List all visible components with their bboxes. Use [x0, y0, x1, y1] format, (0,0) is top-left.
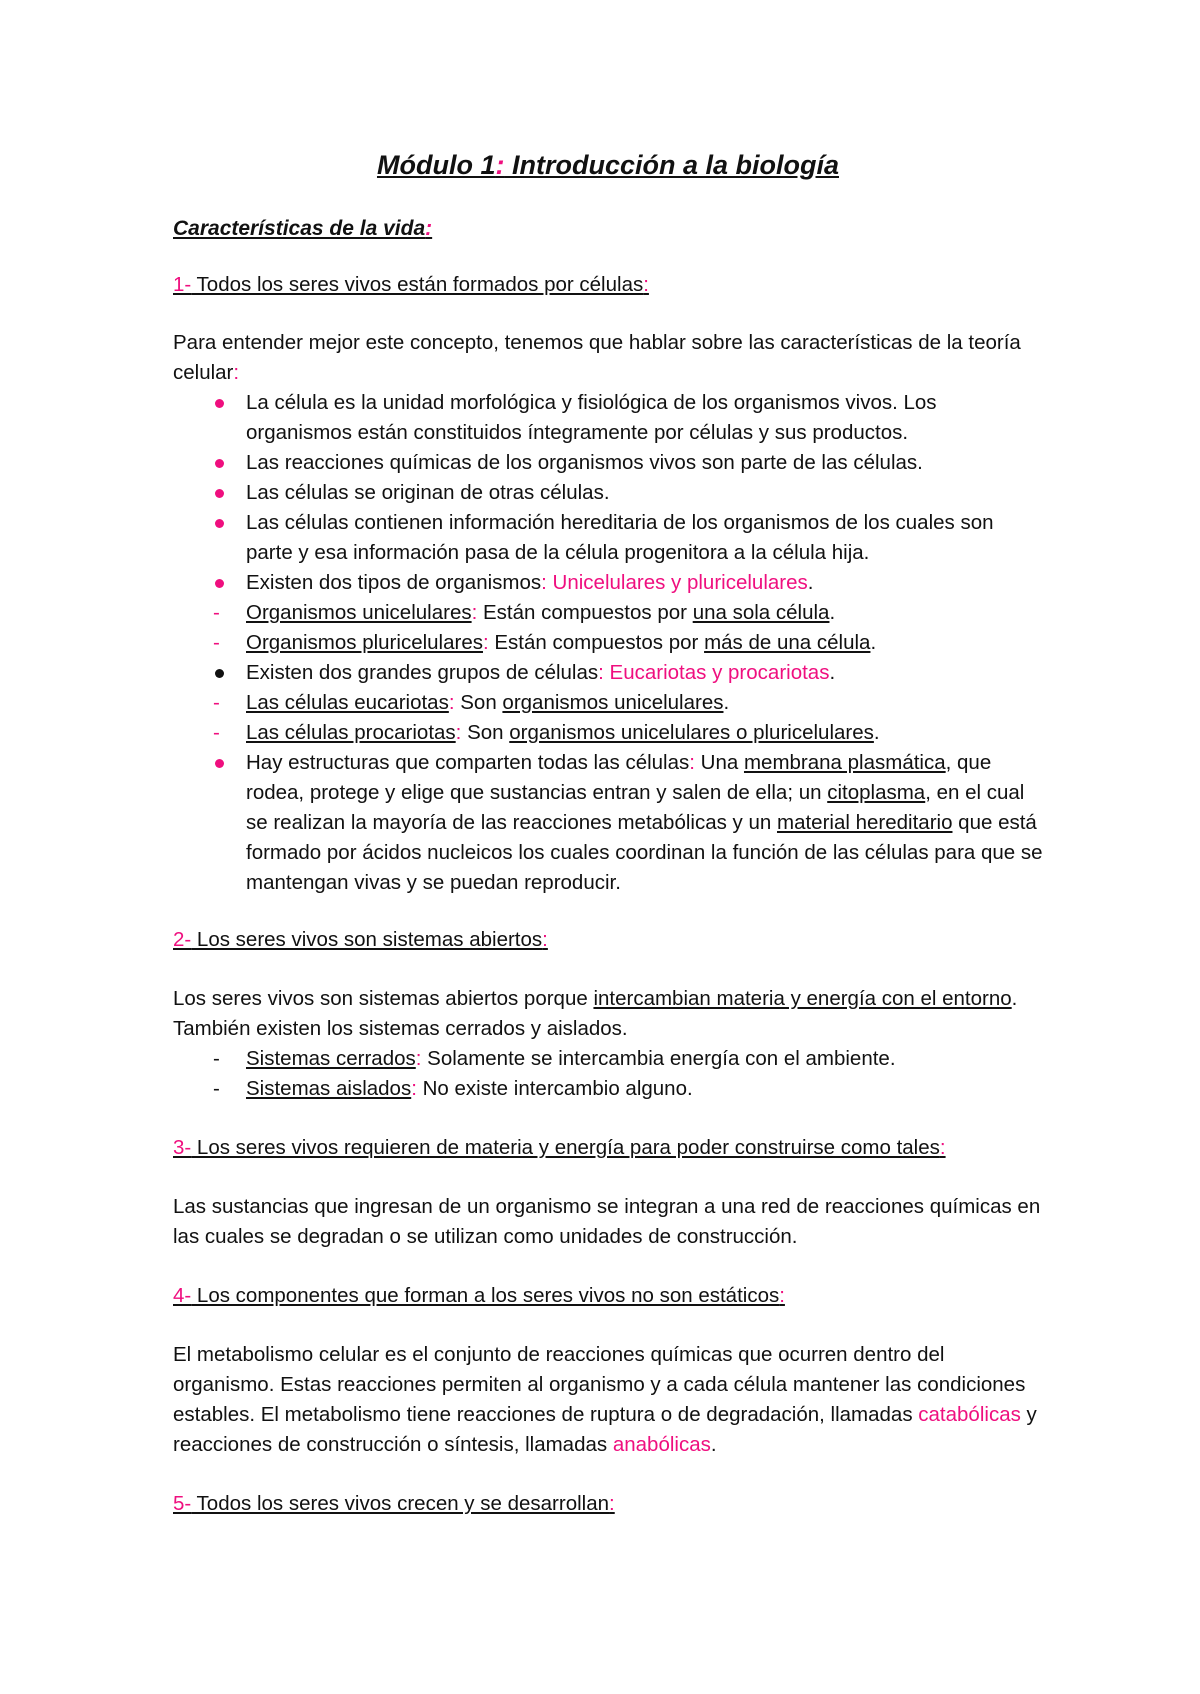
underlined-text: material hereditario — [777, 811, 953, 834]
list-item — [173, 688, 1043, 718]
period: . — [873, 721, 880, 744]
bullet-icon — [215, 579, 224, 588]
dash-icon: - — [213, 601, 220, 624]
list-item-text: Una — [694, 751, 744, 774]
list-item-text: La célula es la unidad morfológica y fisiológica de los organismos vivos. Los organismos están constituidos íntegramente por células y sus productos. — [246, 391, 937, 444]
section-3-colon: : — [939, 1136, 946, 1159]
title-colon: : — [495, 150, 505, 180]
term: Sistemas cerrados — [246, 1047, 416, 1070]
underlined-text: organismos unicelulares o pluricelulares — [509, 721, 874, 744]
paragraph-text: Los seres vivos son sistemas abiertos porque — [173, 987, 594, 1010]
list-item — [173, 1074, 1043, 1104]
section-1-intro-text: Para entender mejor este concepto, tenemos que hablar sobre las características de la teoría celular — [173, 331, 1021, 384]
section-3-paragraph: Las sustancias que ingresan de un organismo se integran a una red de reacciones químicas en las cuales se degradan o se utilizan como unidades de construcción. — [173, 1195, 1041, 1248]
section-5-title: Todos los seres vivos crecen y se desarrollan — [191, 1492, 610, 1515]
dash-icon: - — [213, 721, 220, 744]
list-item-text: Las células contienen información hereditaria de los organismos de los cuales son parte y esa información pasa de la célula progenitora a la célula hija. — [246, 511, 994, 564]
colon: : — [598, 661, 604, 684]
list-item-text: Existen dos grandes grupos de células — [246, 661, 599, 684]
list-item-text: , en el cual se realizan la mayoría de las reacciones metabólicas y un — [246, 781, 1025, 834]
section-1-heading — [173, 270, 1043, 300]
period: . — [710, 1433, 717, 1456]
colon: : — [471, 601, 478, 624]
term: Organismos unicelulares — [246, 601, 472, 624]
list-item — [173, 508, 1043, 568]
bullet-icon — [215, 399, 224, 408]
subheading — [173, 214, 1043, 244]
section-2-colon: : — [542, 928, 548, 951]
dash-icon: - — [213, 1047, 220, 1070]
list-item-text: Las reacciones químicas de los organismos vivos son parte de las células. — [246, 451, 923, 474]
section-4-number: 4- — [173, 1284, 192, 1307]
colon: : — [415, 1047, 422, 1070]
section-4-title: Los componentes que forman a los seres vivos no son estáticos — [191, 1284, 780, 1307]
underlined-text: intercambian materia y energía con el entorno — [593, 987, 1012, 1010]
page-title — [173, 150, 1043, 180]
highlight-text: Eucariotas y procariotas — [603, 661, 830, 684]
period: . — [829, 661, 836, 684]
list-item — [173, 1044, 1043, 1074]
list-item — [173, 718, 1043, 748]
bullet-icon — [215, 459, 224, 468]
list-item-text: Existen dos tipos de organismos — [246, 571, 542, 594]
period: . — [807, 571, 814, 594]
list-item-text: Están compuestos por — [477, 601, 693, 624]
list-item-text: Solamente se intercambia energía con el ambiente. — [421, 1047, 896, 1070]
list-item-text: , que rodea, protege y elige que sustancias entran y salen de ella; un — [246, 751, 992, 804]
list-item — [173, 658, 1043, 688]
dash-icon: - — [213, 631, 220, 654]
period: . — [829, 601, 836, 624]
colon: : — [455, 721, 462, 744]
underlined-text: membrana plasmática — [743, 751, 946, 774]
dash-icon: - — [213, 691, 220, 714]
section-1-number: 1- — [173, 273, 192, 296]
list-item-text: Son — [461, 721, 510, 744]
title-module: Módulo 1 — [376, 150, 496, 180]
dash-icon: - — [213, 1077, 220, 1100]
section-1-colon: : — [643, 273, 649, 296]
list-item — [173, 388, 1043, 448]
bullet-icon — [215, 489, 224, 498]
period: . — [870, 631, 877, 654]
section-2-heading — [173, 925, 1043, 955]
list-item-text: Son — [454, 691, 503, 714]
bullet-icon — [215, 669, 224, 678]
underlined-text: citoplasma — [827, 781, 926, 804]
section-2-title: Los seres vivos son sistemas abiertos — [191, 928, 543, 951]
paragraph-text: El metabolismo celular es el conjunto de reacciones químicas que ocurren dentro del organismo. Estas reacciones permiten al organismo y a cada célula mantener las condiciones estables. El metabolismo tiene reacciones de ruptura o de degradación, llamadas — [173, 1343, 1026, 1426]
colon: : — [689, 751, 695, 774]
list-item — [173, 628, 1043, 658]
highlight-text: catabólicas — [918, 1403, 1021, 1426]
colon: : — [482, 631, 489, 654]
paragraph-text: y reacciones de construcción o síntesis, llamadas — [173, 1403, 1037, 1456]
systems-list — [173, 1044, 1043, 1104]
term: Sistemas aislados — [246, 1077, 412, 1100]
list-item — [173, 568, 1043, 598]
term: Organismos pluricelulares — [246, 631, 483, 654]
colon: : — [411, 1077, 417, 1100]
list-item — [173, 448, 1043, 478]
title-text: Introducción a la biología — [504, 150, 839, 180]
colon: : — [541, 571, 547, 594]
section-2-number: 2- — [173, 928, 192, 951]
highlight-text: anabólicas — [612, 1433, 711, 1456]
term: Las células procariotas — [246, 721, 456, 744]
section-4-colon: : — [779, 1284, 785, 1307]
section-5-colon: : — [609, 1492, 615, 1515]
list-item — [173, 478, 1043, 508]
underlined-text: más de una célula — [704, 631, 871, 654]
list-item-text: que está formado por ácidos nucleicos los cuales coordinan la función de las células para que se mantengan vivas y se puedan reproducir. — [246, 811, 1043, 894]
bullet-icon — [215, 759, 224, 768]
section-2-paragraph — [173, 984, 1043, 1044]
term: Las células eucariotas — [246, 691, 449, 714]
list-item-text: No existe intercambio alguno. — [416, 1077, 693, 1100]
underlined-text: una sola célula — [692, 601, 830, 624]
section-3-heading — [173, 1133, 1043, 1163]
bullet-icon — [215, 519, 224, 528]
list-item-text: Las células se originan de otras células. — [246, 481, 610, 504]
section-1-intro — [173, 328, 1043, 388]
list-item-text: Están compuestos por — [488, 631, 705, 654]
underlined-text: organismos unicelulares — [502, 691, 724, 714]
section-5-heading — [173, 1489, 1043, 1519]
section-4-heading — [173, 1281, 1043, 1311]
section-1-title: Todos los seres vivos están formados por células — [191, 273, 644, 296]
cell-theory-list — [173, 388, 1043, 898]
section-4-paragraph — [173, 1340, 1043, 1460]
section-3-number: 3- — [173, 1136, 192, 1159]
paragraph-text: . También existen los sistemas cerrados y aislados. — [173, 987, 1018, 1040]
list-item — [173, 748, 1043, 898]
section-3-title: Los seres vivos requieren de materia y energía para poder construirse como tales — [191, 1136, 940, 1159]
period: . — [723, 691, 730, 714]
subheading-text: Características de la vida — [173, 217, 426, 240]
highlight-text: Unicelulares y pluricelulares — [546, 571, 808, 594]
colon: : — [448, 691, 455, 714]
section-1-intro-colon: : — [233, 361, 240, 384]
list-item-text: Hay estructuras que comparten todas las células — [246, 751, 690, 774]
list-item — [173, 598, 1043, 628]
subheading-colon: : — [425, 217, 433, 240]
section-5-number: 5- — [173, 1492, 192, 1515]
